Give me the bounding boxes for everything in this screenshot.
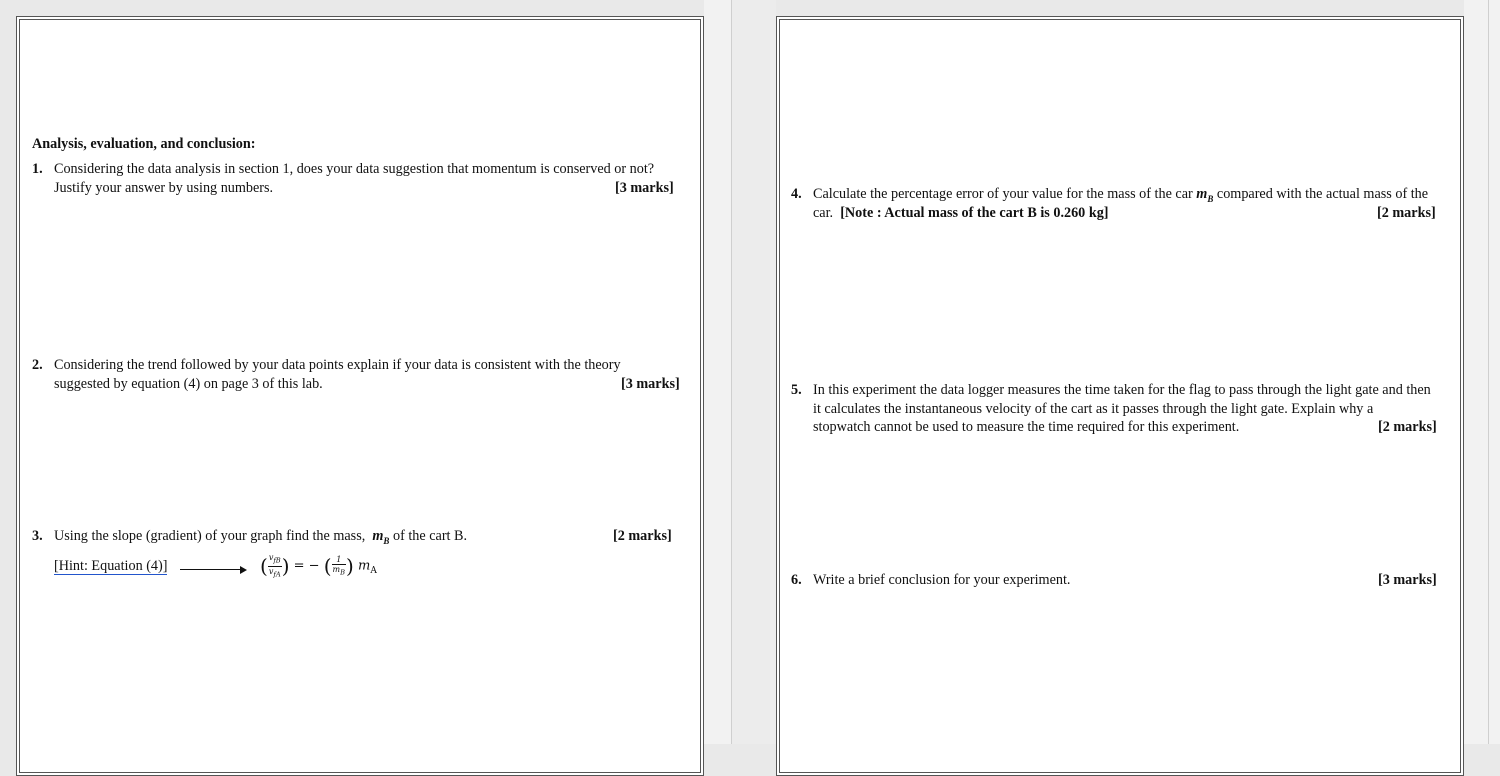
page-gutter bbox=[1464, 0, 1500, 744]
arrow-right-icon bbox=[180, 569, 245, 570]
question-4-line2: car. [Note : Actual mass of the cart B is 0.260 kg] bbox=[813, 205, 1109, 221]
document-page-right bbox=[776, 16, 1464, 776]
question-3-marks: [2 marks] bbox=[613, 528, 672, 544]
question-2-marks: [3 marks] bbox=[621, 376, 680, 392]
question-4-marks: [2 marks] bbox=[1377, 205, 1436, 221]
document-page-left bbox=[16, 16, 704, 776]
page-gutter bbox=[732, 0, 776, 744]
question-1-line1: Considering the data analysis in section 1, does your data suggestion that momentum is conserved or not? bbox=[54, 161, 655, 177]
question-4-line1: Calculate the percentage error of your value for the mass of the car $m_B$ compared with the actual mass of the bbox=[813, 186, 1429, 204]
question-2-number: 2. bbox=[32, 357, 43, 373]
question-1-marks: [3 marks] bbox=[615, 180, 674, 196]
hint-text: [Hint: Equation (4)] bbox=[54, 558, 168, 574]
question-4-number: 4. bbox=[791, 186, 802, 202]
question-1-number: 1. bbox=[32, 161, 43, 177]
equation-4: ( $\frac{v_{fB}}{v_{fA}}$ ) = − ( $\frac{1}{m_B}$ ) $m_A$ bbox=[260, 553, 377, 579]
question-3-line1: Using the slope (gradient) of your graph find the mass, $m_B$ of the cart B. bbox=[54, 528, 468, 546]
question-3-number: 3. bbox=[32, 528, 43, 544]
question-6-line1: Write a brief conclusion for your experiment. bbox=[813, 572, 1071, 588]
question-5-marks: [2 marks] bbox=[1378, 419, 1437, 435]
question-1-line2: Justify your answer by using numbers. bbox=[54, 180, 274, 196]
question-5-line2: it calculates the instantaneous velocity of the cart as it passes through the light gate. Explain why a bbox=[813, 401, 1374, 417]
question-5-line1: In this experiment the data logger measures the time taken for the flag to pass through the light gate and then bbox=[813, 382, 1431, 398]
question-2-line2: suggested by equation (4) on page 3 of this lab. bbox=[54, 376, 323, 392]
question-5-number: 5. bbox=[791, 382, 802, 398]
gutter-divider bbox=[731, 0, 732, 744]
question-6-marks: [3 marks] bbox=[1378, 572, 1437, 588]
section-heading: Analysis, evaluation, and conclusion: bbox=[32, 136, 256, 152]
question-6-number: 6. bbox=[791, 572, 802, 588]
question-2-line1: Considering the trend followed by your data points explain if your data is consistent with the theory bbox=[54, 357, 621, 373]
question-5-line3: stopwatch cannot be used to measure the time required for this experiment. bbox=[813, 419, 1240, 435]
page-gutter bbox=[704, 0, 732, 744]
scrollbar-edge bbox=[1488, 0, 1489, 744]
